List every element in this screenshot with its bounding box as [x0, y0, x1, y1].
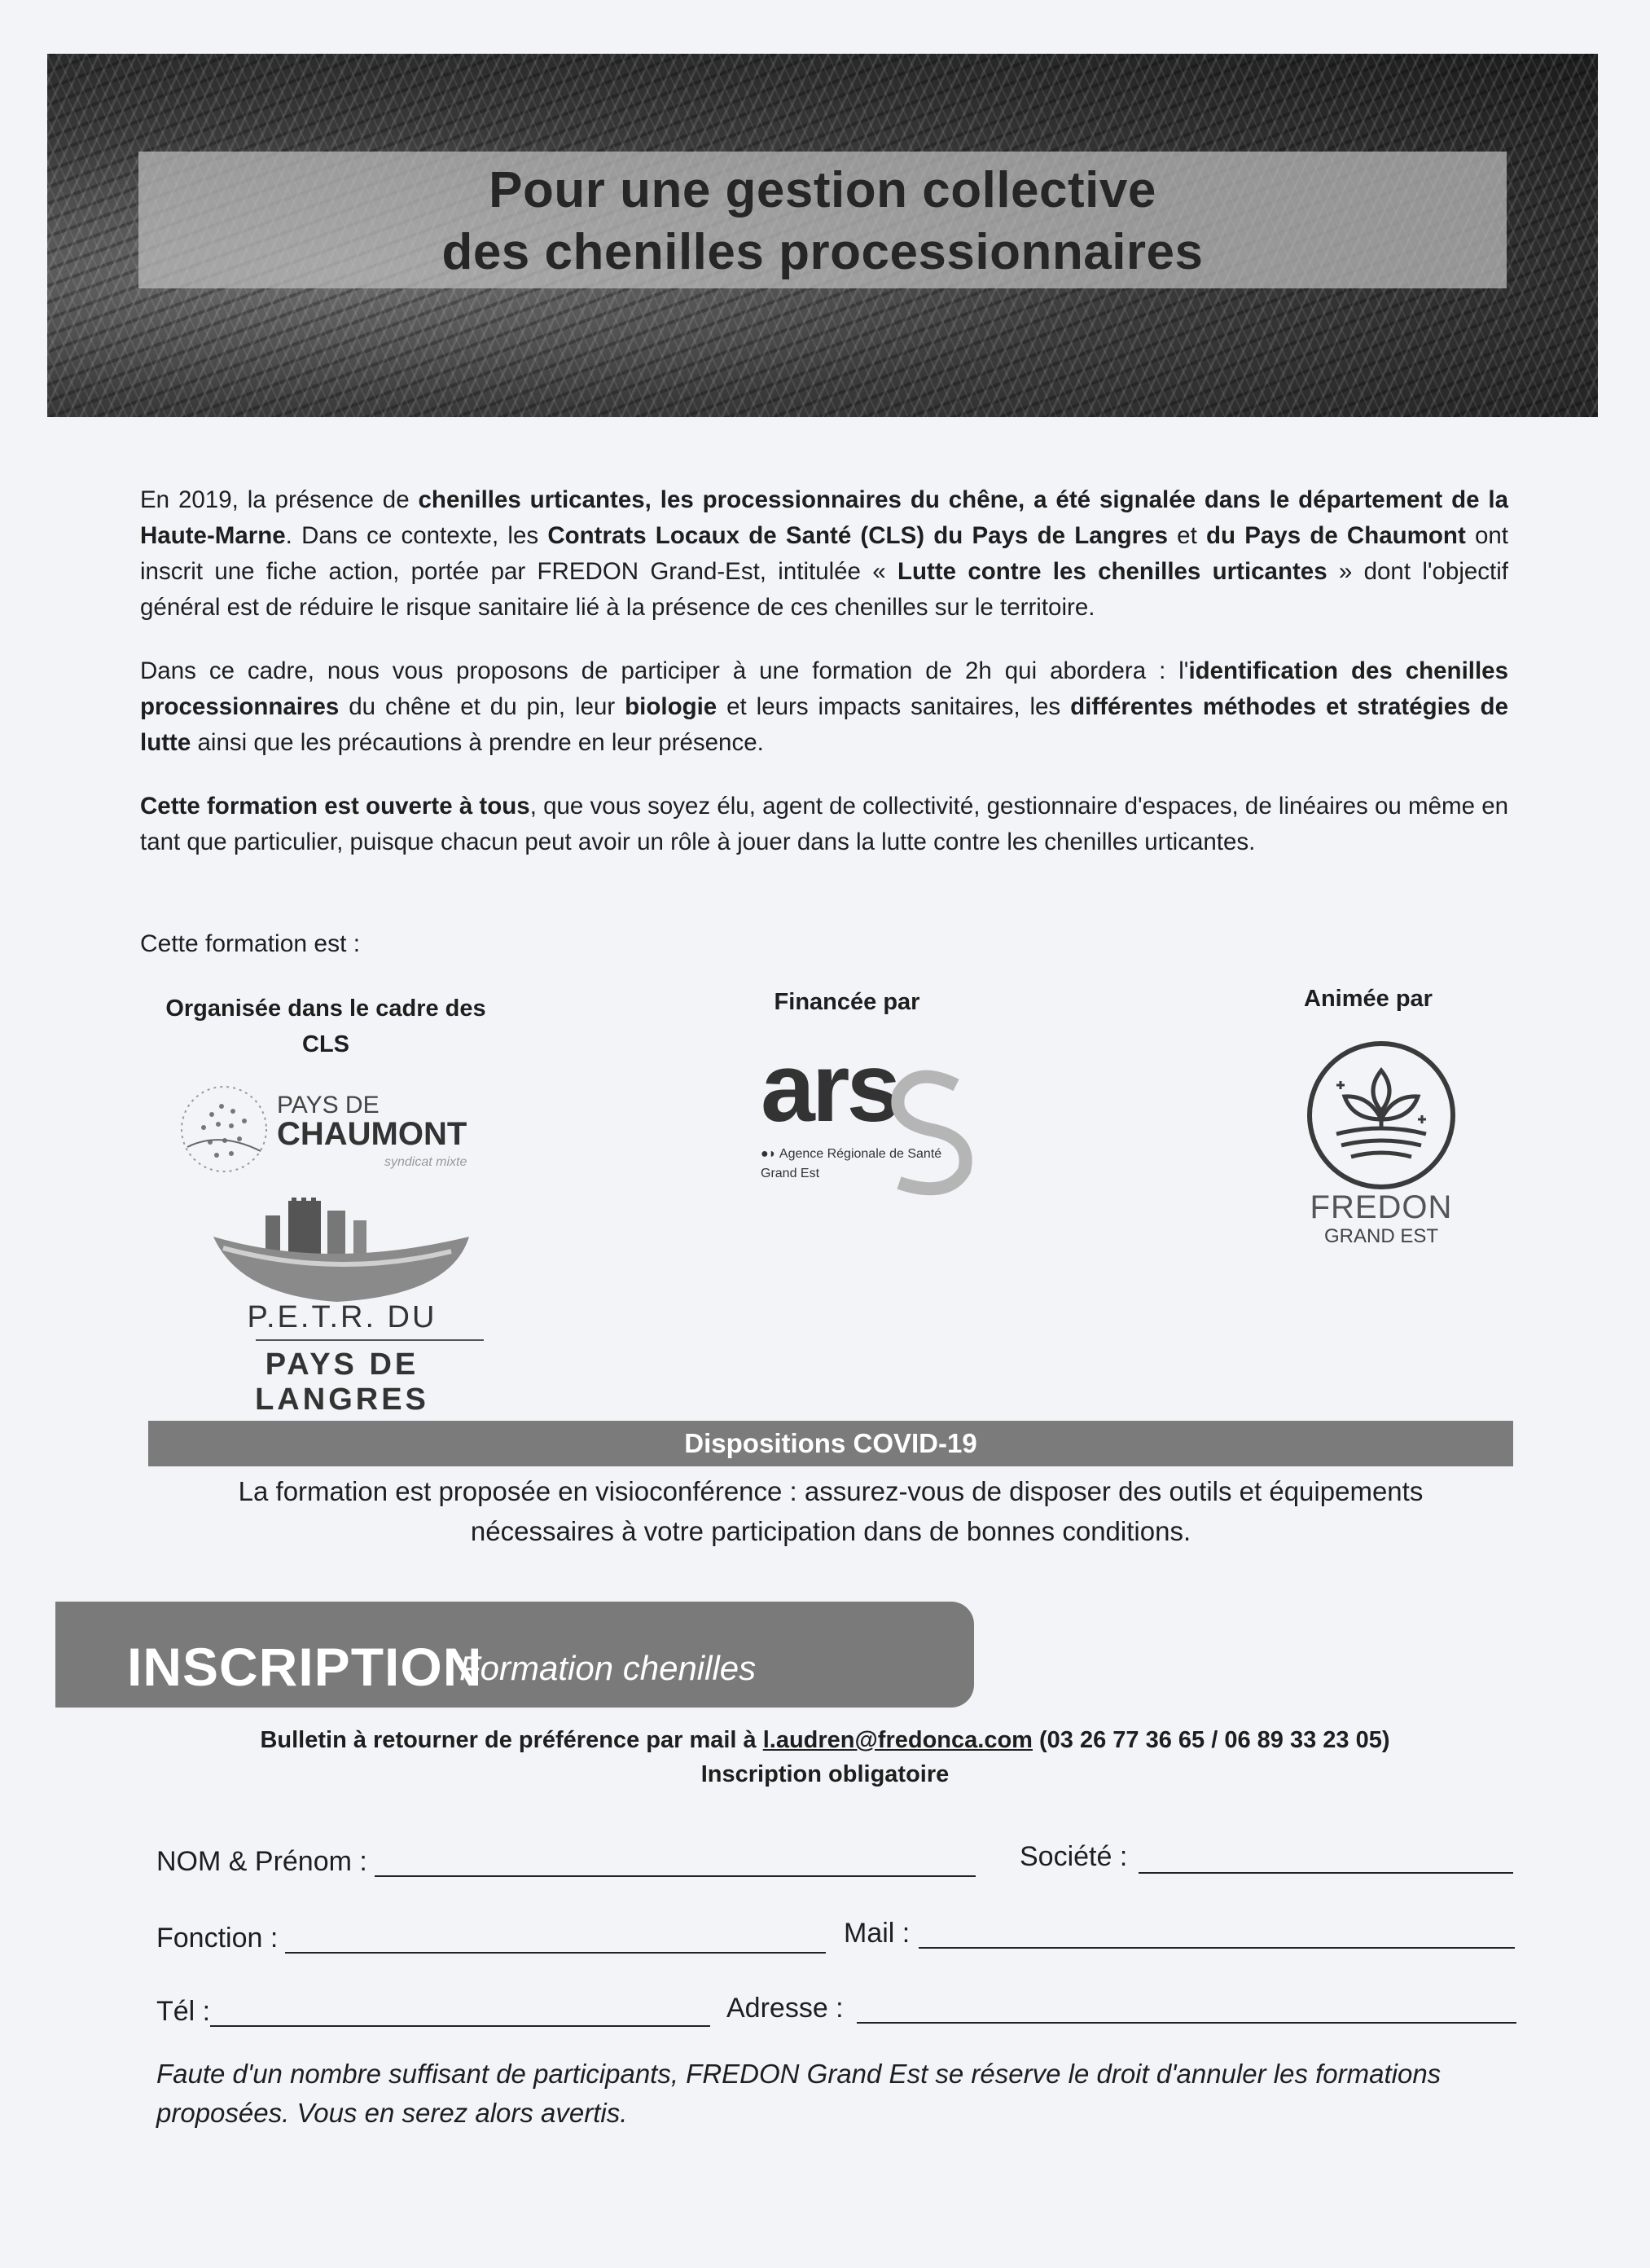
address-label: Adresse : — [726, 1993, 844, 2024]
name-label: NOM & Prénom : — [156, 1846, 367, 1877]
banner-title-line2: des chenilles processionnaires — [441, 224, 1204, 280]
function-label: Fonction : — [156, 1923, 279, 1954]
phone-label: Tél : — [156, 1996, 211, 2027]
company-field[interactable] — [1139, 1872, 1513, 1874]
intro-paragraph-3: Cette formation est ouverte à tous, que vous soyez élu, agent de collectivité, gestionnaire d'espaces, de linéaires ou même en tant que particulier, puisque chacun peut avoir un rôle à jouer dans la lutte contre les chenilles urticantes. — [140, 793, 1509, 855]
sponsors-intro: Cette formation est : — [140, 930, 361, 957]
petr-divider — [256, 1339, 484, 1341]
intro-paragraph-2: Dans ce cadre, nous vous proposons de participer à une formation de 2h qui abordera : l'identification des chenilles processionnaires du chêne et du pin, leur biologie et leurs impacts sanitaires, les différentes méthodes et stratégies de lutte ainsi que les précautions à prendre en leur présence. — [140, 657, 1508, 756]
petr-pays-de-langres-logo: P.E.T.R. DU PAYS DE LANGRES — [187, 1198, 513, 1401]
organised-heading: Organisée dans le cadre des CLS — [165, 996, 486, 1057]
pays-de-chaumont-logo: PAYS DE CHAUMONT syndicat mixte — [171, 1082, 513, 1180]
ars-s-icon — [883, 1061, 981, 1199]
header-banner — [47, 54, 1598, 417]
inscription-banner — [55, 1602, 974, 1708]
footer-note: Faute d'un nombre suffisant de participants, FREDON Grand Est se réserve le droit d'annuler les formations proposées. Vous en serez alors avertis. — [156, 2059, 1442, 2128]
intro-paragraph-1: En 2019, la présence de chenilles urticantes, les processionnaires du chêne, a été signalée dans le département de la Haute-Marne. Dans ce contexte, les Contrats Locaux de Santé (CLS) du Pays de Langres et du Pays de Chaumont ont inscrit une fiche action, portée par FREDON Grand-Est, intitulée « Lutte contre les chenilles urticantes » dont l'objectif général est de réduire le risque sanitaire lié à la présence de ces chenilles sur le territoire. — [140, 486, 1509, 621]
mail-label: Mail : — [844, 1918, 911, 1949]
financed-heading: Financée par — [774, 989, 920, 1015]
inscription-subtitle: Formation chenilles — [459, 1649, 757, 1687]
fredon-logo: FREDON GRAND EST — [1300, 1038, 1463, 1258]
covid-text: La formation est proposée en visioconférence : assurez-vous de disposer des outils et équipements nécessaires à votre participation dans de bonnes conditions. — [238, 1476, 1424, 1546]
contact-email-link[interactable]: l.audren@fredonca.com — [762, 1727, 1033, 1753]
address-field[interactable] — [857, 2022, 1516, 2024]
fredon-plant-icon — [1304, 1038, 1459, 1193]
animated-heading: Animée par — [1304, 986, 1433, 1012]
name-field[interactable] — [375, 1875, 976, 1877]
inscription-title: INSCRIPTION — [127, 1637, 483, 1697]
chaumont-emblem-icon — [171, 1082, 277, 1180]
banner-title-box — [138, 152, 1507, 288]
function-field[interactable] — [285, 1952, 826, 1954]
ars-dots-icon: ●◗ — [761, 1147, 777, 1161]
mail-field[interactable] — [919, 1947, 1515, 1949]
inscription-mandatory: Inscription obligatoire — [700, 1761, 950, 1787]
bulletin-instructions: Bulletin à retourner de préférence par mail à l.audren@fredonca.com (03 26 77 36 65 / 06 89 33 23 05) — [260, 1727, 1390, 1753]
covid-heading-bar: Dispositions COVID-19 — [148, 1421, 1513, 1466]
phone-field[interactable] — [210, 2025, 710, 2027]
banner-title-line1: Pour une gestion collective — [489, 162, 1156, 218]
company-label: Société : — [1020, 1841, 1128, 1872]
ars-logo: ars ●◗ Agence Régionale de Santé Grand Est — [761, 1053, 1005, 1202]
langres-city-icon — [207, 1198, 476, 1312]
